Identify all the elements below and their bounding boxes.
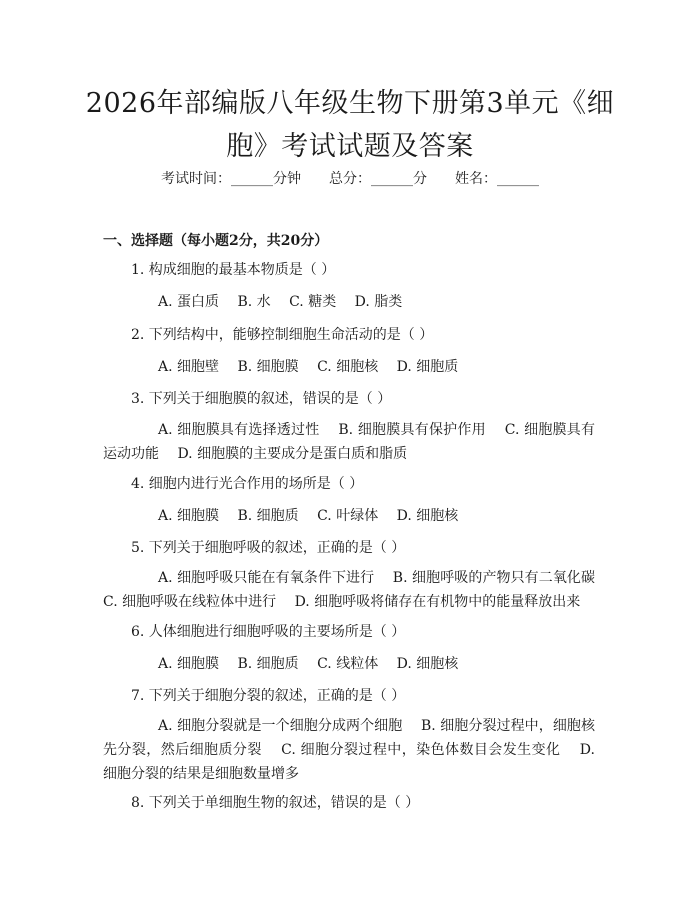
question-stem: 4. 细胞内进行光合作用的场所是（ ） <box>131 476 364 492</box>
question-stem: 7. 下列关于细胞分裂的叙述，正确的是（ ） <box>131 688 406 704</box>
question-stem: 6. 人体细胞进行细胞呼吸的主要场所是（ ） <box>131 624 406 640</box>
page-title: 2026年部编版八年级生物下册第3单元《细胞》考试试题及答案 <box>85 88 615 162</box>
question-options: A. 细胞壁 B. 细胞膜 C. 细胞核 D. 细胞质 <box>158 359 459 375</box>
question-options: A. 细胞分裂就是一个细胞分成两个细胞 B. 细胞分裂过程中，细胞核先分裂，然后细胞质分裂 C. 细胞分裂过程中，染色体数目会发生变化 D. 细胞分裂的结果是细胞数量增多 <box>103 718 595 782</box>
question-stem: 1. 构成细胞的最基本物质是（ ） <box>131 262 336 278</box>
question-stem: 3. 下列关于细胞膜的叙述，错误的是（ ） <box>131 391 392 407</box>
question-options: A. 细胞膜 B. 细胞质 C. 线粒体 D. 细胞核 <box>158 656 459 672</box>
section-heading-multiple-choice: 一、选择题（每小题2分，共20分） <box>103 233 329 249</box>
exam-info-line: 考试时间：______分钟 总分：______分 姓名：______ <box>161 171 539 187</box>
question-stem: 8. 下列关于单细胞生物的叙述，错误的是（ ） <box>131 795 420 811</box>
question-options: A. 蛋白质 B. 水 C. 糖类 D. 脂类 <box>158 294 403 310</box>
question-options: A. 细胞膜 B. 细胞质 C. 叶绿体 D. 细胞核 <box>158 508 459 524</box>
question-options: A. 细胞膜具有选择透过性 B. 细胞膜具有保护作用 C. 细胞膜具有运动功能 D. 细胞膜的主要成分是蛋白质和脂质 <box>103 422 595 462</box>
question-options: A. 细胞呼吸只能在有氧条件下进行 B. 细胞呼吸的产物只有二氧化碳 C. 细胞呼吸在线粒体中进行 D. 细胞呼吸将储存在有机物中的能量释放出来 <box>103 570 595 610</box>
question-stem: 2. 下列结构中，能够控制细胞生命活动的是（ ） <box>131 327 434 343</box>
question-stem: 5. 下列关于细胞呼吸的叙述，正确的是（ ） <box>131 540 406 556</box>
